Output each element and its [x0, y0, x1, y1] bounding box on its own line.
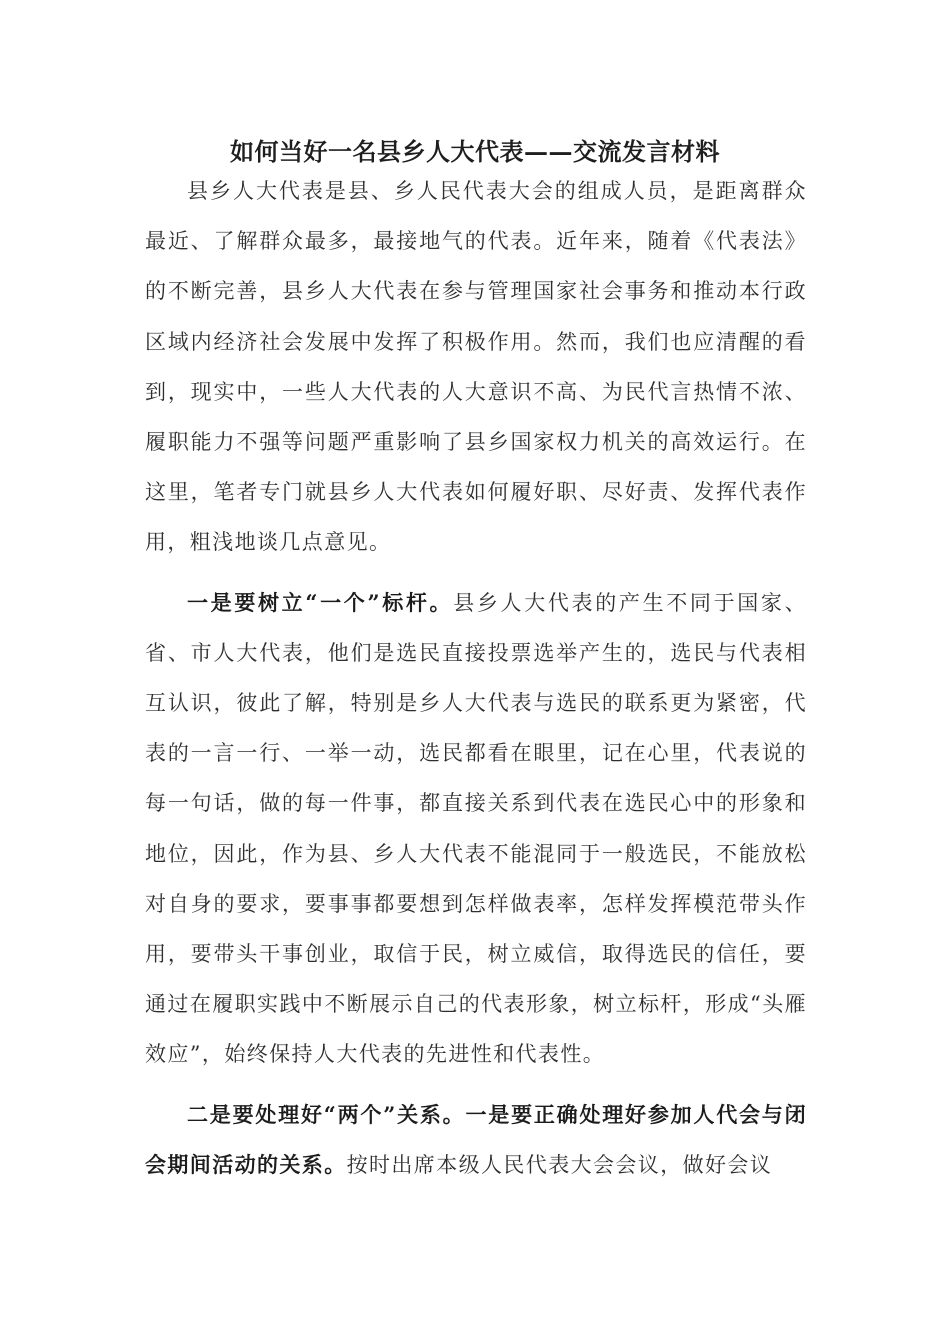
point-one-paragraph: [145, 578, 807, 1080]
document-body: [145, 166, 807, 1190]
point-two-paragraph: [145, 1090, 807, 1190]
paragraph-lead: 二是要处理好“两个”关系。一是要正确处理好参加人代会与闭会期间活动的关系。: [145, 1101, 807, 1177]
paragraph-lead: 一是要树立“一个”标杆。: [187, 589, 454, 615]
paragraph-text: 县乡人大代表的产生不同于国家、省、市人大代表，他们是选民直接投票选举产生的，选民与代表相互认识，彼此了解，特别是乡人大代表与选民的联系更为紧密，代表的一言一行、一举一动，选民都看在眼里，记在心里，代表说的每一句话，做的每一件事，都直接关系到代表在选民心中的形象和地位，因此，作为县、乡人大代表不能混同于一般选民，不能放松对自身的要求，要事事都要想到怎样做表率，怎样发挥模范带头作用，要带头干事创业，取信于民，树立威信，取得选民的信任，要通过在履职实践中不断展示自己的代表形象，树立标杆，形成“头雁效应”，始终保持人大代表的先进性和代表性。: [145, 590, 807, 1067]
paragraph-text: 县乡人大代表是县、乡人民代表大会的组成人员，是距离群众最近、了解群众最多，最接地气的代表。近年来，随着《代表法》的不断完善，县乡人大代表在参与管理国家社会事务和推动本行政区域内经济社会发展中发挥了积极作用。然而，我们也应清醒的看到，现实中，一些人大代表的人大意识不高、为民代言热情不浓、履职能力不强等问题严重影响了县乡国家权力机关的高效运行。在这里，笔者专门就县乡人大代表如何履好职、尽好责、发挥代表作用，粗浅地谈几点意见。: [145, 179, 807, 555]
intro-paragraph: [145, 166, 807, 568]
document-title: 如何当好一名县乡人大代表——交流发言材料: [230, 137, 720, 166]
paragraph-text: 按时出席本级人民代表大会会议，做好会议: [346, 1152, 773, 1177]
